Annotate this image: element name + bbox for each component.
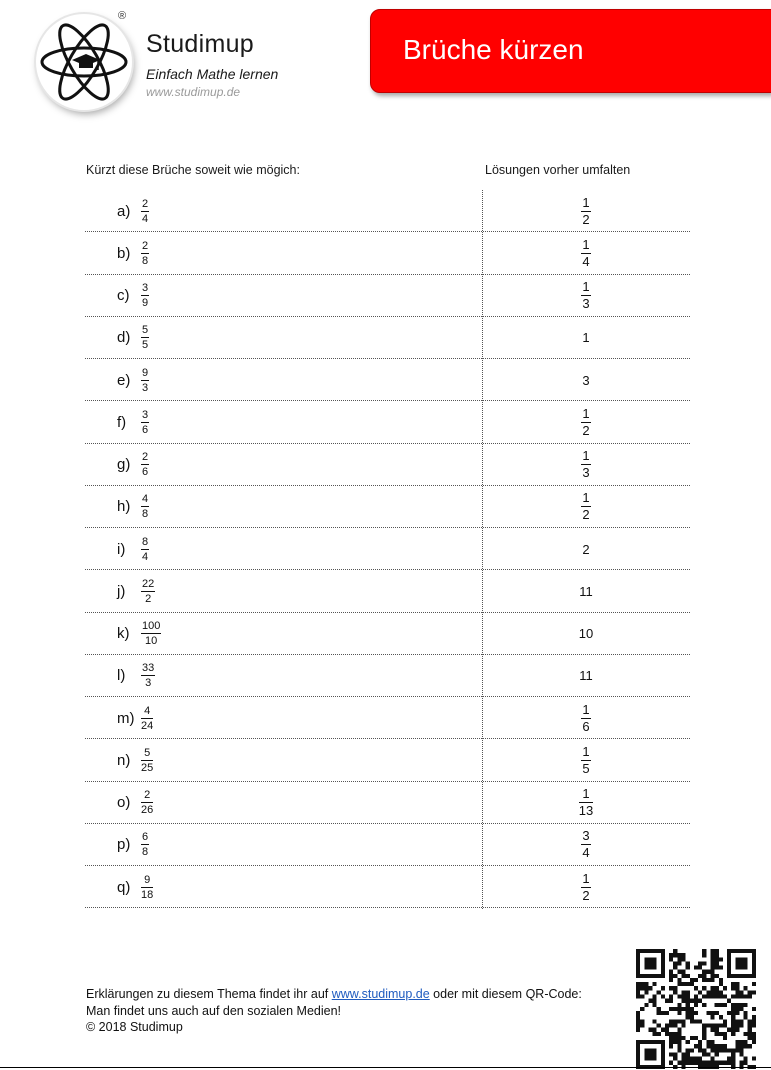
task-fraction bbox=[141, 620, 161, 647]
solution-whole: 3 bbox=[582, 372, 590, 388]
task-row bbox=[85, 232, 690, 274]
fraction-numerator: 9 bbox=[144, 873, 151, 886]
task-solution bbox=[482, 824, 690, 866]
task-solution bbox=[482, 444, 690, 486]
fraction-denominator: 2 bbox=[582, 211, 590, 227]
task-label: d) bbox=[117, 329, 131, 347]
task-solution bbox=[482, 866, 690, 908]
task-problem bbox=[117, 190, 149, 232]
task-solution bbox=[482, 570, 690, 612]
fraction-numerator: 3 bbox=[142, 282, 149, 294]
task-table bbox=[85, 190, 690, 908]
task-label: g) bbox=[117, 456, 131, 473]
footer-text-before-link: Erklärungen zu diesem Thema findet ihr auf bbox=[86, 987, 332, 1001]
fraction-denominator: 3 bbox=[582, 465, 590, 480]
task-row bbox=[85, 486, 690, 528]
website-link[interactable]: www.studimup.de bbox=[331, 987, 430, 1001]
fraction-numerator: 5 bbox=[144, 746, 151, 759]
fraction-numerator: 1 bbox=[582, 405, 590, 421]
qr-code-icon[interactable] bbox=[636, 948, 756, 1070]
fraction-denominator: 4 bbox=[142, 550, 149, 563]
fraction-denominator: 5 bbox=[582, 760, 590, 776]
fraction-denominator: 2 bbox=[145, 592, 152, 605]
task-fraction bbox=[141, 705, 153, 732]
solution-fraction bbox=[581, 280, 590, 311]
fraction-denominator: 6 bbox=[142, 423, 149, 436]
fraction-denominator: 6 bbox=[142, 466, 149, 478]
solution-fraction bbox=[579, 787, 593, 818]
task-fraction bbox=[141, 451, 149, 478]
task-label: n) bbox=[117, 751, 131, 769]
solution-fraction bbox=[581, 872, 590, 903]
task-label: p) bbox=[117, 836, 131, 854]
fraction-numerator: 33 bbox=[142, 662, 155, 675]
bottom-rule bbox=[0, 1067, 771, 1068]
title-banner bbox=[370, 9, 771, 93]
task-problem bbox=[117, 275, 149, 317]
task-fraction bbox=[141, 282, 149, 309]
atom-icon bbox=[36, 14, 132, 110]
task-label: a) bbox=[117, 202, 131, 220]
fraction-numerator: 1 bbox=[582, 279, 590, 294]
fraction-denominator: 4 bbox=[142, 212, 149, 225]
fraction-denominator: 13 bbox=[578, 803, 594, 818]
fraction-denominator: 26 bbox=[141, 804, 154, 816]
solution-whole: 11 bbox=[579, 583, 593, 599]
task-problem bbox=[117, 232, 149, 274]
task-label: c) bbox=[117, 287, 130, 304]
fraction-numerator: 100 bbox=[142, 620, 161, 632]
fraction-denominator: 2 bbox=[582, 887, 590, 903]
task-solution bbox=[482, 486, 690, 528]
fraction-denominator: 25 bbox=[141, 761, 154, 774]
solution-fraction bbox=[581, 238, 590, 269]
fraction-numerator: 2 bbox=[142, 451, 149, 463]
fraction-denominator: 8 bbox=[142, 846, 149, 859]
solution-column-header: Lösungen vorher umfalten bbox=[485, 163, 631, 177]
task-problem bbox=[117, 782, 153, 824]
fraction-denominator: 3 bbox=[145, 677, 152, 690]
footer-line-1 bbox=[86, 986, 582, 1003]
fraction-denominator: 5 bbox=[142, 339, 149, 352]
task-row bbox=[85, 613, 690, 655]
fraction-denominator: 8 bbox=[142, 254, 149, 267]
task-row bbox=[85, 528, 690, 570]
fraction-denominator: 4 bbox=[582, 253, 590, 269]
task-problem bbox=[117, 444, 149, 486]
fraction-denominator: 2 bbox=[582, 422, 590, 438]
fraction-denominator: 18 bbox=[141, 888, 154, 901]
task-row bbox=[85, 697, 690, 739]
solution-fraction bbox=[581, 407, 590, 438]
task-solution bbox=[482, 613, 690, 655]
fraction-denominator: 24 bbox=[141, 719, 154, 732]
fraction-numerator: 8 bbox=[142, 535, 149, 548]
task-solution bbox=[482, 232, 690, 274]
fraction-numerator: 1 bbox=[582, 194, 590, 210]
task-label: b) bbox=[117, 244, 131, 262]
task-solution bbox=[482, 697, 690, 739]
solution-fraction bbox=[581, 703, 590, 734]
fraction-numerator: 1 bbox=[582, 490, 590, 506]
task-fraction bbox=[141, 198, 149, 225]
fraction-numerator: 2 bbox=[144, 789, 151, 801]
task-row bbox=[85, 401, 690, 443]
task-solution bbox=[482, 528, 690, 570]
fraction-denominator: 6 bbox=[582, 718, 590, 734]
fraction-numerator: 1 bbox=[582, 236, 590, 252]
solution-fraction bbox=[581, 745, 590, 776]
fraction-numerator: 2 bbox=[142, 197, 149, 210]
footer bbox=[86, 986, 582, 1036]
fraction-numerator: 1 bbox=[582, 786, 590, 801]
task-fraction bbox=[141, 536, 149, 563]
task-fraction bbox=[141, 831, 149, 858]
task-fraction bbox=[141, 789, 153, 816]
task-solution bbox=[482, 317, 690, 359]
task-problem bbox=[117, 401, 149, 443]
task-fraction bbox=[141, 578, 155, 605]
task-problem bbox=[117, 613, 161, 655]
fraction-denominator: 2 bbox=[582, 507, 590, 523]
task-solution bbox=[482, 359, 690, 401]
task-problem bbox=[117, 317, 149, 359]
task-fraction bbox=[141, 367, 149, 394]
task-label: h) bbox=[117, 498, 131, 516]
task-row bbox=[85, 317, 690, 359]
task-fraction bbox=[141, 493, 149, 520]
solution-whole: 2 bbox=[582, 541, 590, 557]
brand-name: Studimup bbox=[146, 30, 255, 58]
task-label: q) bbox=[117, 878, 131, 896]
task-label: f) bbox=[117, 413, 127, 431]
task-row bbox=[85, 359, 690, 401]
solution-fraction bbox=[581, 491, 590, 522]
fraction-numerator: 1 bbox=[582, 448, 590, 463]
task-solution bbox=[482, 739, 690, 781]
fraction-numerator: 4 bbox=[144, 704, 151, 717]
task-solution bbox=[482, 782, 690, 824]
task-fraction bbox=[141, 747, 153, 774]
task-fraction bbox=[141, 324, 149, 351]
fraction-numerator: 1 bbox=[582, 701, 590, 717]
task-column-header: Kürzt diese Brüche soweit wie mögich: bbox=[86, 163, 300, 177]
task-row bbox=[85, 190, 690, 232]
task-problem bbox=[117, 486, 149, 528]
fraction-denominator: 8 bbox=[142, 508, 149, 521]
fraction-denominator: 10 bbox=[145, 635, 158, 647]
task-label: i) bbox=[117, 540, 126, 558]
solution-whole: 1 bbox=[582, 330, 590, 346]
copyright: © 2018 Studimup bbox=[86, 1020, 183, 1034]
brand-url: www.studimup.de bbox=[146, 85, 241, 99]
task-fraction bbox=[141, 240, 149, 267]
task-problem bbox=[117, 866, 153, 908]
footer-line-2: Man findet uns auch auf den sozialen Medien! bbox=[86, 1003, 342, 1018]
page-title: Brüche kürzen bbox=[403, 34, 584, 65]
fraction-numerator: 4 bbox=[142, 493, 149, 506]
fraction-numerator: 1 bbox=[582, 743, 590, 759]
fraction-numerator: 3 bbox=[142, 408, 149, 421]
fraction-denominator: 9 bbox=[142, 297, 149, 309]
task-solution bbox=[482, 275, 690, 317]
fraction-denominator: 3 bbox=[142, 381, 149, 394]
task-label: e) bbox=[117, 371, 131, 389]
solution-fraction bbox=[581, 449, 590, 480]
task-problem bbox=[117, 739, 153, 781]
studimup-logo bbox=[36, 14, 132, 110]
solution-fraction bbox=[581, 829, 590, 860]
solution-whole: 10 bbox=[578, 626, 594, 641]
task-label: m) bbox=[117, 709, 135, 727]
task-row bbox=[85, 866, 690, 908]
task-fraction bbox=[141, 874, 153, 901]
task-problem bbox=[117, 359, 149, 401]
task-solution bbox=[482, 401, 690, 443]
task-problem bbox=[117, 570, 155, 612]
task-fraction bbox=[141, 409, 149, 436]
fraction-numerator: 22 bbox=[142, 577, 155, 590]
task-label: o) bbox=[117, 794, 131, 811]
task-label: k) bbox=[117, 625, 130, 642]
fraction-numerator: 9 bbox=[142, 366, 149, 379]
task-solution bbox=[482, 655, 690, 697]
task-label: l) bbox=[117, 667, 126, 685]
task-label: j) bbox=[117, 582, 126, 600]
fraction-denominator: 3 bbox=[582, 296, 590, 311]
footer-text-after-link: oder mit diesem QR-Code: bbox=[429, 987, 582, 1001]
task-row bbox=[85, 655, 690, 697]
task-row bbox=[85, 444, 690, 486]
fraction-numerator: 2 bbox=[142, 239, 149, 252]
fraction-numerator: 1 bbox=[582, 870, 590, 886]
task-problem bbox=[117, 824, 149, 866]
task-solution bbox=[482, 190, 690, 232]
fraction-numerator: 3 bbox=[582, 828, 590, 844]
task-row bbox=[85, 739, 690, 781]
fraction-denominator: 4 bbox=[582, 845, 590, 861]
task-row bbox=[85, 824, 690, 866]
fraction-numerator: 6 bbox=[142, 831, 149, 844]
solution-whole: 11 bbox=[579, 668, 593, 684]
registered-mark: ® bbox=[118, 10, 127, 22]
task-problem bbox=[117, 655, 155, 697]
solution-fraction bbox=[581, 196, 590, 227]
task-problem bbox=[117, 697, 153, 739]
task-row bbox=[85, 275, 690, 317]
fraction-numerator: 5 bbox=[142, 324, 149, 337]
task-problem bbox=[117, 528, 149, 570]
task-row bbox=[85, 782, 690, 824]
brand-tagline: Einfach Mathe lernen bbox=[146, 66, 279, 82]
task-fraction bbox=[141, 662, 155, 689]
task-row bbox=[85, 570, 690, 612]
